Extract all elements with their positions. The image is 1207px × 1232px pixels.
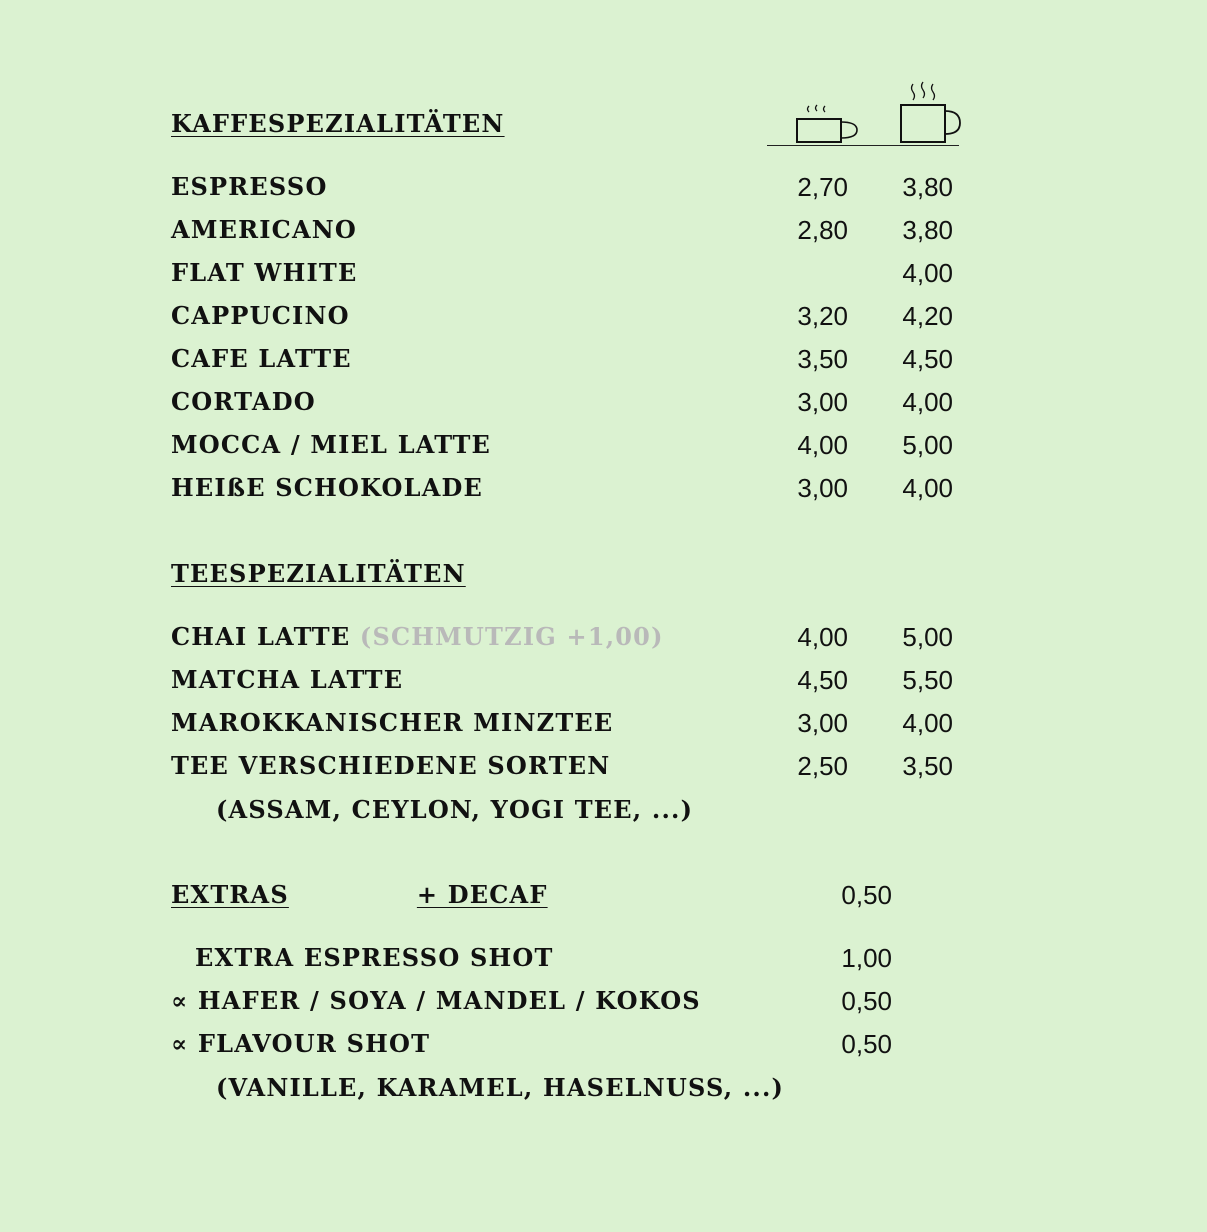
proportional-icon: ∝ <box>171 1029 189 1058</box>
price-small: 2,50 <box>797 751 848 781</box>
menu-item-name: CORTADO <box>171 387 316 416</box>
extra-item-name: EXTRA ESPRESSO SHOT <box>195 943 554 972</box>
price-small: 4,50 <box>797 665 848 695</box>
menu-item-name: CAPPUCINO <box>171 301 350 330</box>
menu-item-chai <box>171 622 664 652</box>
menu-item-name: FLAT WHITE <box>171 258 358 287</box>
price-large: 4,00 <box>902 258 953 288</box>
price-small: 4,00 <box>797 430 848 460</box>
price-large: 5,00 <box>902 430 953 460</box>
extra-price: 1,00 <box>841 943 892 973</box>
size-header-rule <box>767 145 959 146</box>
price-large: 3,50 <box>902 751 953 781</box>
extra-item-milk <box>171 986 701 1016</box>
extra-item-name: HAFER / SOYA / MANDEL / KOKOS <box>197 986 701 1015</box>
price-small: 4,00 <box>797 622 848 652</box>
extra-price: 0,50 <box>841 986 892 1016</box>
price-large: 5,50 <box>902 665 953 695</box>
price-large: 4,00 <box>902 708 953 738</box>
menu-item-name: ESPRESSO <box>171 172 328 201</box>
menu-item-name: MOCCA / MIEL LATTE <box>171 430 492 459</box>
menu-item-name: HEIßE SCHOKOLADE <box>171 473 484 502</box>
small-cup-icon <box>795 104 859 146</box>
price-large: 4,20 <box>902 301 953 331</box>
decaf-price: 0,50 <box>841 880 892 910</box>
price-small: 2,70 <box>797 172 848 202</box>
menu-item-name: MAROKKANISCHER MINZTEE <box>171 708 614 737</box>
price-small: 3,20 <box>797 301 848 331</box>
extras-heading <box>171 880 548 910</box>
extra-item-flavour <box>171 1029 430 1059</box>
price-large: 4,00 <box>902 473 953 503</box>
menu-item-note: (SCHMUTZIG +1,00) <box>359 622 664 651</box>
menu-item-name: MATCHA LATTE <box>171 665 404 694</box>
menu-item-name: CAFE LATTE <box>171 344 352 373</box>
price-small: 3,00 <box>797 708 848 738</box>
coffee-heading: KAFFESPEZIALITÄTEN <box>171 109 505 138</box>
menu-item-name: AMERICANO <box>171 215 358 244</box>
proportional-icon: ∝ <box>171 986 189 1015</box>
extra-price: 0,50 <box>841 1029 892 1059</box>
flavour-note: (VANILLE, KARAMEL, HASELNUSS, ...) <box>216 1073 785 1102</box>
large-cup-icon <box>897 80 963 146</box>
decaf-label: + DECAF <box>416 880 548 909</box>
price-small: 2,80 <box>797 215 848 245</box>
menu-item-name: TEE VERSCHIEDENE SORTEN <box>171 751 611 780</box>
extras-title: EXTRAS <box>171 880 289 909</box>
price-small: 3,50 <box>797 344 848 374</box>
price-large: 3,80 <box>902 215 953 245</box>
price-small: 3,00 <box>797 387 848 417</box>
tea-sorts-note: (ASSAM, CEYLON, YOGI TEE, ...) <box>216 795 694 824</box>
price-large: 5,00 <box>902 622 953 652</box>
menu-item-name: CHAI LATTE <box>171 622 351 651</box>
extras-heading-gap <box>289 880 417 910</box>
price-large: 4,00 <box>902 387 953 417</box>
tea-heading: TEESPEZIALITÄTEN <box>171 559 466 588</box>
extra-item-name: FLAVOUR SHOT <box>197 1029 431 1058</box>
price-large: 4,50 <box>902 344 953 374</box>
price-small: 3,00 <box>797 473 848 503</box>
price-large: 3,80 <box>902 172 953 202</box>
